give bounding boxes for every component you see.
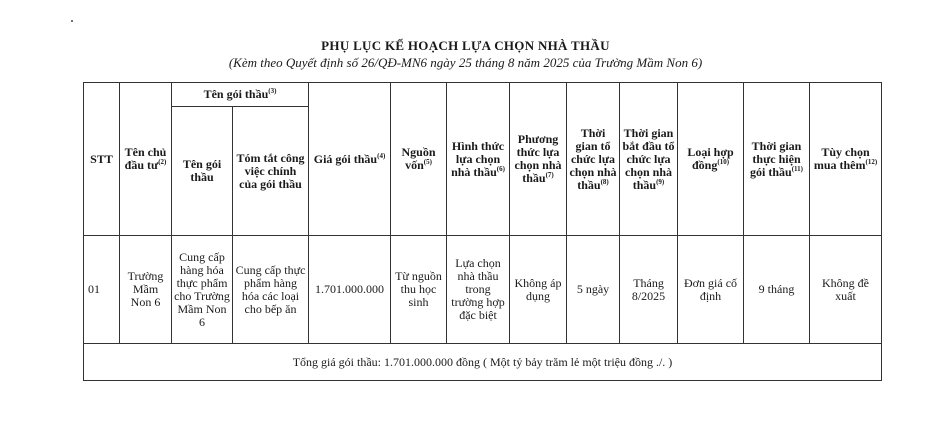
document-subtitle: (Kèm theo Quyết định số 26/QĐ-MN6 ngày 25 tháng 8 năm 2025 của Trường Mầm Non 6) [228,55,703,70]
col-header-package-name: Tên gói thầu [172,107,233,236]
col-header-option: Tùy chọn mua thêm$^{(12)}$ [810,83,882,236]
col-header-source: Nguồn vốn$^{(5)}$ [391,83,447,236]
total-row [84,344,882,381]
col-header-org-time: Thời gian tổ chức lựa chọn nhà thầu$^{(8)}$ [567,83,620,236]
cell-owner: Trường Mầm Non 6 [120,236,172,344]
cell-duration: 9 tháng [744,236,810,344]
col-header-selection-form: Hình thức lựa chọn nhà thầu$^{(6)}$ [447,83,510,236]
cell-selection-method: Không áp dụng [510,236,567,344]
col-header-stt: STT [84,83,120,236]
col-header-summary: Tóm tắt công việc chính của gói thầu [233,107,309,236]
document-title: PHỤ LỤC KẾ HOẠCH LỰA CHỌN NHÀ THẦU [321,38,610,53]
cell-option: Không đề xuất [810,236,882,344]
cell-contract-type: Đơn giá cố định [678,236,744,344]
table-row [84,236,882,344]
col-header-contract-type: Loại hợp đồng$^{(10)}$ [678,83,744,236]
col-header-owner: Tên chủ đầu $tư^{(2)}$ [120,83,172,236]
cell-package-name: Cung cấp hàng hóa thực phẩm cho Trường Mầm Non 6 [172,236,233,344]
cell-summary: Cung cấp thực phẩm hàng hóa các loại cho bếp ăn [233,236,309,344]
cell-stt: 01 [84,236,120,344]
cell-selection-form: Lựa chọn nhà thầu trong trường hợp đặc biệt [447,236,510,344]
header-row-group [84,83,882,107]
col-header-selection-method: Phương thức lựa chọn nhà thầu$^{(7)}$ [510,83,567,236]
col-header-package-group: Tên gói thầu$^{(3)}$ [172,83,309,107]
cell-source: Từ nguồn thu học sinh [391,236,447,344]
total-price-text: Tổng giá gói thầu: 1.701.000.000 đồng ( Một tỷ bảy trăm lẻ một triệu đồng ./. ) [84,344,882,381]
col-header-start-time: Thời gian bắt đầu tổ chức lựa chọn nhà thầu$^{(9)}$ [620,83,678,236]
cell-org-time: 5 ngày [567,236,620,344]
cell-start-time: Tháng 8/2025 [620,236,678,344]
col-header-duration: Thời gian thực hiện gói thầu$^{(11)}$ [744,83,810,236]
scan-speck [71,20,73,22]
col-header-price: Giá gói thầu$^{(4)}$ [309,83,391,236]
procurement-plan-table [83,82,882,381]
cell-price: 1.701.000.000 [309,236,391,344]
